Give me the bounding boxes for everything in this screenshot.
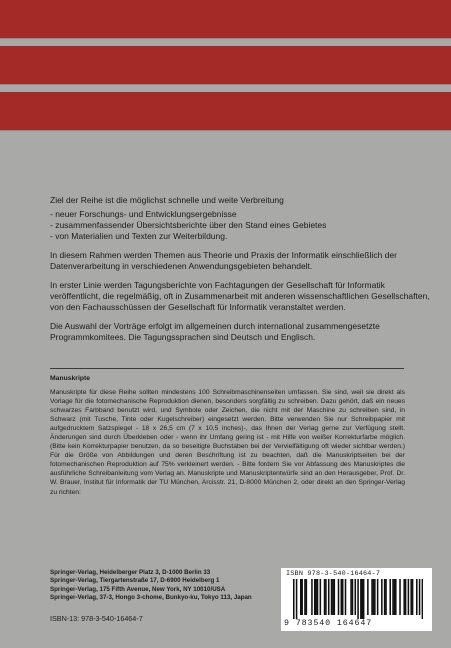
- barcode-bar: [317, 579, 319, 615]
- barcode-bar: [405, 579, 407, 615]
- barcode-bar: [422, 579, 423, 619]
- barcode-bar: [300, 579, 302, 615]
- address-line: Springer-Verlag, 175 Fifth Avenue, New York, NY 10010/USA: [50, 585, 226, 593]
- barcode-bar: [374, 579, 376, 615]
- barcode: [281, 568, 432, 631]
- barcode-bar: [403, 579, 405, 615]
- barcode-bar: [360, 579, 362, 619]
- barcode-isbn-label: ISBN 978-3-540-16464-7: [286, 570, 381, 578]
- barcode-bar: [293, 579, 295, 619]
- barcode-bar: [325, 579, 327, 615]
- barcode-bar: [338, 579, 340, 615]
- barcode-bar: [381, 579, 383, 615]
- barcode-bar: [320, 579, 322, 615]
- isbn-text: ISBN-13: 978-3-540-16464-7: [50, 614, 143, 623]
- barcode-bar: [373, 579, 375, 615]
- barcode-bar: [315, 579, 317, 615]
- barcode-bar: [345, 579, 347, 615]
- red-band-2: [0, 46, 451, 84]
- barcode-bar: [331, 579, 333, 615]
- band-separator-1: [0, 38, 451, 39]
- barcode-bar: [332, 579, 334, 615]
- series-description: [50, 195, 430, 351]
- barcode-bar: [355, 579, 357, 615]
- barcode-bar: [357, 579, 359, 619]
- red-band-1: [0, 0, 451, 38]
- barcode-bar: [352, 579, 354, 615]
- barcode-bar: [385, 579, 387, 615]
- barcode-bar: [412, 579, 414, 615]
- barcode-bar: [304, 579, 306, 615]
- barcode-bar: [408, 579, 410, 615]
- address-line: Springer-Verlag, 37-3, Hongo 3-chome, Bunkyo-ku, Tokyo 113, Japan: [50, 593, 252, 601]
- address-line: Springer-Verlag, Heidelberger Platz 3, D-1000 Berlin 33: [50, 569, 211, 576]
- goal-list: [50, 209, 430, 242]
- address-line: Springer-Verlag, Tiergartenstraße 17, D-6900 Heidelberg 1: [50, 577, 220, 585]
- goal-item: - zusammenfassender Übersichtsberichte über den Stand eines Gebietes: [50, 220, 327, 230]
- barcode-bar: [371, 579, 373, 615]
- red-band-3: [0, 92, 451, 130]
- band-separator-2: [0, 84, 451, 85]
- barcode-bar: [334, 579, 336, 615]
- barcode-bar: [361, 579, 363, 619]
- selection-paragraph: Die Auswahl der Vorträge erfolgt im allgemeinen durch international zusammengesetzte Programmkomitees. Die Tagungssprachen sind Deutsch und Englisch.: [50, 321, 380, 342]
- barcode-bar: [399, 579, 401, 615]
- goal-item: - von Materialien und Texten zur Weiterbildung.: [50, 231, 228, 241]
- barcode-bar: [363, 579, 365, 619]
- barcode-bar: [306, 579, 308, 615]
- publisher-addresses: [50, 569, 280, 602]
- barcode-bar: [394, 579, 396, 615]
- barcode-bar: [419, 579, 421, 615]
- barcode-bar: [392, 579, 394, 615]
- manuscripts-heading: Manuskripte: [50, 375, 91, 382]
- scope-paragraph: In diesem Rahmen werden Themen aus Theorie und Praxis der Informatik einschließlich der Datenverarbeitung in verschiedenen Anwendungsgebieten behandelt.: [50, 250, 397, 271]
- barcode-bar: [367, 579, 369, 615]
- goal-item: - neuer Forschungs- und Entwicklungsergebnisse: [50, 209, 237, 219]
- manuscripts-text: Manuskripte für diese Reihe sollten mindestens 100 Schreibmaschinenseiten umfassen. Sie sind, weil sie direkt als Vorlage für die fotomechanische Reproduktion dienen, besonders sorgfältig zu schreiben. Dazu gehört, daß ein neues schwarzes Farbband benutzt wird, und Symbole oder Zeichen, die nicht mit der Maschine zu schreiben sind, in Schwarz (mit Tusche, Tinte oder Kugelschreiber) eingesetzt werden. Bitte verwenden Sie nur Schreibpapier mit aufgedrucktem Satzspiegel - 18 x 26,5 cm (7 x 10,5 inches)-, das Ihnen der Verlag gerne zur Verfügung stellt. Änderungen sind durch Überkleben oder - wenn ihr Umfang gering ist - mit Hilfe von weißer Korrekturfarbe möglich. (Bitte kein Korrekturpapier benutzen, da so beseitigte Buchstaben bei der Vervielfältigung oft wieder sichtbar werden.) Für die Größe von Abbildungen und deren Beschriftung ist zu beachten, daß die Manuskriptseiten bei der fotomechanischen Reproduktion auf 75% verkleinert werden. - Bitte fordern Sie vor Abfassung des Manuskriptes die ausführliche Schreibanleitung vom Verlag an. Manuskripte und Manuskriptentwürfe sind an den Herausgeber, Prof. Dr. W. Brauer, Institut für Informatik der TU München, Arcisstr. 21, D-8000 München 2, oder direkt an den Springer-Verlag zu richten:: [50, 389, 405, 496]
- barcode-bar: [328, 579, 330, 615]
- barcode-bar: [384, 579, 386, 615]
- conference-paragraph: In erster Linie werden Tagungsberichte von Fachtagungen der Gesellschaft für Informatik veröffentlicht, die regelmäßig, oft in Zusammenarbeit mit anderen wissenschaftlichen Gesellschaften, von den Fachausschüssen der Gesellschaft für Informatik veranstaltet werden.: [50, 280, 430, 312]
- barcode-bar: [314, 579, 316, 615]
- barcode-bar: [342, 579, 344, 615]
- barcode-bar: [377, 579, 379, 615]
- barcode-bar: [416, 579, 418, 615]
- barcode-bar: [350, 579, 352, 615]
- barcode-bar: [296, 579, 298, 619]
- series-goal: Ziel der Reihe ist die möglichst schnelle und weite Verbreitung: [50, 195, 284, 205]
- barcode-bar: [389, 579, 391, 615]
- barcode-bar: [410, 579, 412, 615]
- barcode-bar: [311, 579, 313, 615]
- barcode-bar: [341, 579, 343, 615]
- barcode-bars-icon: [293, 579, 423, 619]
- band-separator-3: [0, 130, 451, 131]
- barcode-bar: [395, 579, 397, 615]
- barcode-digits: 9 783540 164647: [284, 619, 373, 628]
- section-divider: [50, 368, 404, 369]
- barcode-bar: [324, 579, 326, 615]
- barcode-bar: [301, 579, 303, 615]
